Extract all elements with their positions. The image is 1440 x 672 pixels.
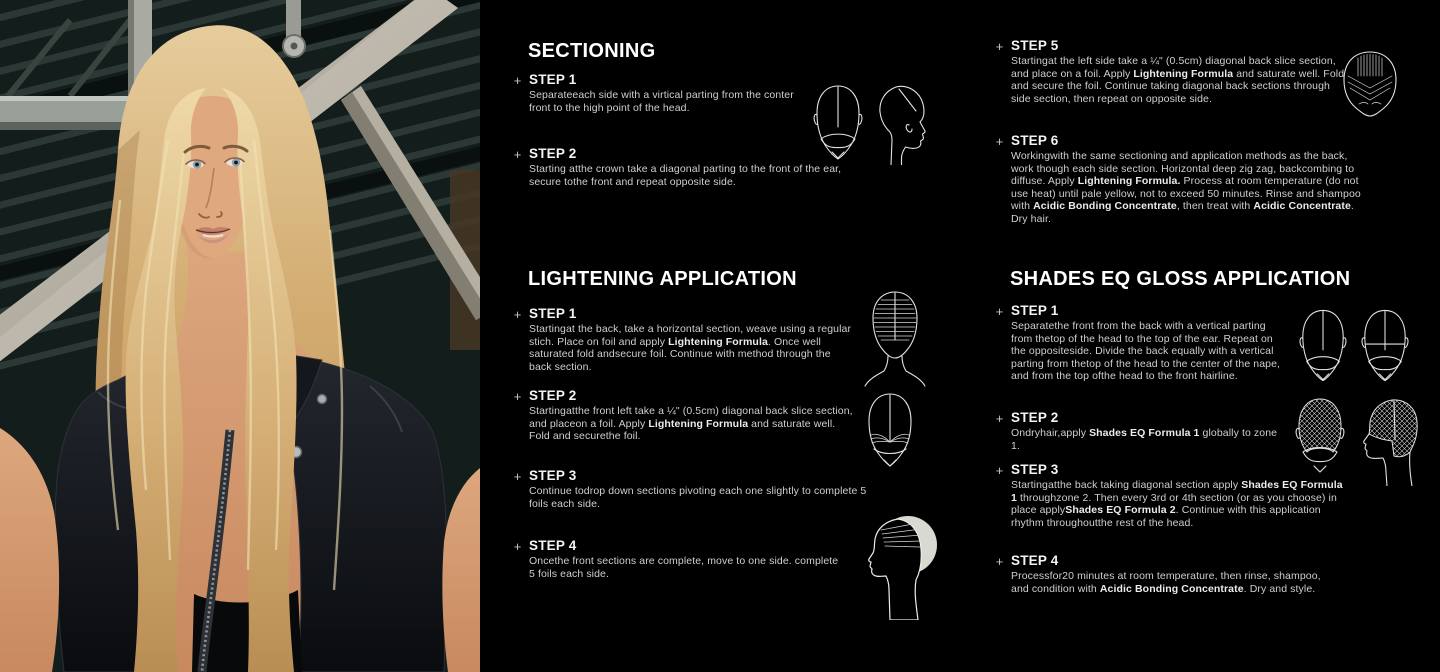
lightening-step-2	[513, 388, 858, 443]
plus-icon: +	[995, 304, 1004, 319]
plus-icon: +	[513, 469, 522, 484]
step-text: Oncethe front sections are complete, move to one side. complete 5 foils each side.	[529, 555, 839, 580]
step-label: STEP 4	[529, 538, 577, 553]
sectioning-title: SECTIONING	[528, 40, 656, 62]
step-label: STEP 1	[529, 306, 577, 321]
shades-step-3	[995, 462, 1347, 529]
plus-icon: +	[513, 539, 522, 554]
step-label: STEP 3	[1011, 462, 1059, 477]
lightening-step-6	[995, 133, 1361, 226]
lightening-title: LIGHTENING APPLICATION	[528, 268, 797, 290]
head-front-cross-part-icon	[1360, 307, 1410, 385]
lightening-step-1	[513, 306, 853, 373]
sectioning-step-2	[513, 146, 861, 188]
step-label: STEP 2	[529, 146, 577, 161]
step-text: Startingatthe back taking diagonal section apply Shades EQ Formula 1 throughzone 2. Then every 3rd or 4th section (or as you choose) in place applyShades EQ Formula 2. Continue with this application rhythm throughoutthe rest of the head.	[1011, 479, 1343, 529]
lightening-step-4	[513, 538, 843, 580]
head-back-center-part-icon	[812, 83, 864, 163]
model-photo	[0, 0, 480, 672]
step-label: STEP 2	[1011, 410, 1059, 425]
step-label: STEP 3	[529, 468, 577, 483]
head-profile-zone-mesh-icon	[1364, 400, 1417, 486]
model-photo-illustration	[0, 0, 480, 672]
step-text: Ondryhair,apply Shades EQ Formula 1 globally to zone 1.	[1011, 427, 1278, 452]
plus-icon: +	[513, 73, 522, 88]
step-text: Separatethe front from the back with a vertical parting from thetop of the head to the top of the ear. Repeat on the oppositeside. Divide the back equally with a vertical parting from thetop of the head to the center of the nape, and from the top ofthe head to the front hairline.	[1011, 320, 1281, 383]
lightening-step-3	[513, 468, 875, 510]
step-text: Workingwith the same sectioning and application methods as the back, work though each side section. Horizontal deep zig zag, backcombing to diffuse. Apply Lightening Formula. Process at room temperature (do not use heat) until pale yellow, not to exceed 50 minutes. Rinse and shampoo with Acidic Bonding Concentrate, then treat with Acidic Concentrate. Dry hair.	[1011, 150, 1361, 225]
head-front-chevron-sections-icon	[1336, 50, 1404, 118]
shades-title: SHADES EQ GLOSS APPLICATION	[1010, 268, 1351, 290]
shades-step-4	[995, 553, 1335, 595]
shades-step-1	[995, 303, 1285, 383]
plus-icon: +	[995, 463, 1004, 478]
step-label: STEP 6	[1011, 133, 1059, 148]
step-label: STEP 4	[1011, 553, 1059, 568]
head-back-horizontal-sections-icon	[864, 290, 926, 388]
head-profile-foil-placement-icon	[856, 514, 946, 620]
step-text: Startingatthe front left take a ¼" (0.5cm) diagonal back slice section, and placeon a foil. Apply Lightening Formula and saturate well. Fold and securethe foil.	[529, 405, 853, 443]
step-text: Startingat the left side take a ¼" (0.5cm) diagonal back slice section, and place on a foil. Apply Lightening Formula and saturate well. Fold and secure the foil. Continue taking diagonal back sections through side section, then repeat on opposite side.	[1011, 55, 1345, 105]
head-front-pivoting-sections-icon	[862, 392, 918, 472]
step-text: Separateeach side with a virtical parting from the conter front to the high point of the head.	[529, 89, 794, 114]
plus-icon: +	[995, 134, 1004, 149]
step-text: Continue todrop down sections pivoting each one slightly to complete 5 foils each side.	[529, 485, 867, 510]
plus-icon: +	[513, 389, 522, 404]
step-text: Processfor20 minutes at room temperature, then rinse, shampoo, and condition with Acidic Bonding Concentrate. Dry and style.	[1011, 570, 1321, 595]
lightening-step-5	[995, 38, 1347, 105]
plus-icon: +	[513, 147, 522, 162]
plus-icon: +	[995, 554, 1004, 569]
plus-icon: +	[995, 39, 1004, 54]
step-label: STEP 5	[1011, 38, 1059, 53]
plus-icon: +	[513, 307, 522, 322]
step-label: STEP 1	[529, 72, 577, 87]
step-label: STEP 1	[1011, 303, 1059, 318]
step-text: Startingat the back, take a horizontal section, weave using a regular stich. Place on foil and apply Lightening Formula. Once well saturated fold andsecure foil. Continue with method through the back section.	[529, 323, 852, 373]
head-front-center-part-icon	[1298, 307, 1348, 385]
step-text: Starting atthe crown take a diagonal parting to the front of the ear, secure tothe front and repeat opposite side.	[529, 163, 842, 188]
step-label: STEP 2	[529, 388, 577, 403]
head-profile-diagonal-part-icon	[872, 83, 930, 165]
plus-icon: +	[995, 411, 1004, 426]
shades-step-2	[995, 410, 1285, 452]
sectioning-step-1	[513, 72, 813, 114]
